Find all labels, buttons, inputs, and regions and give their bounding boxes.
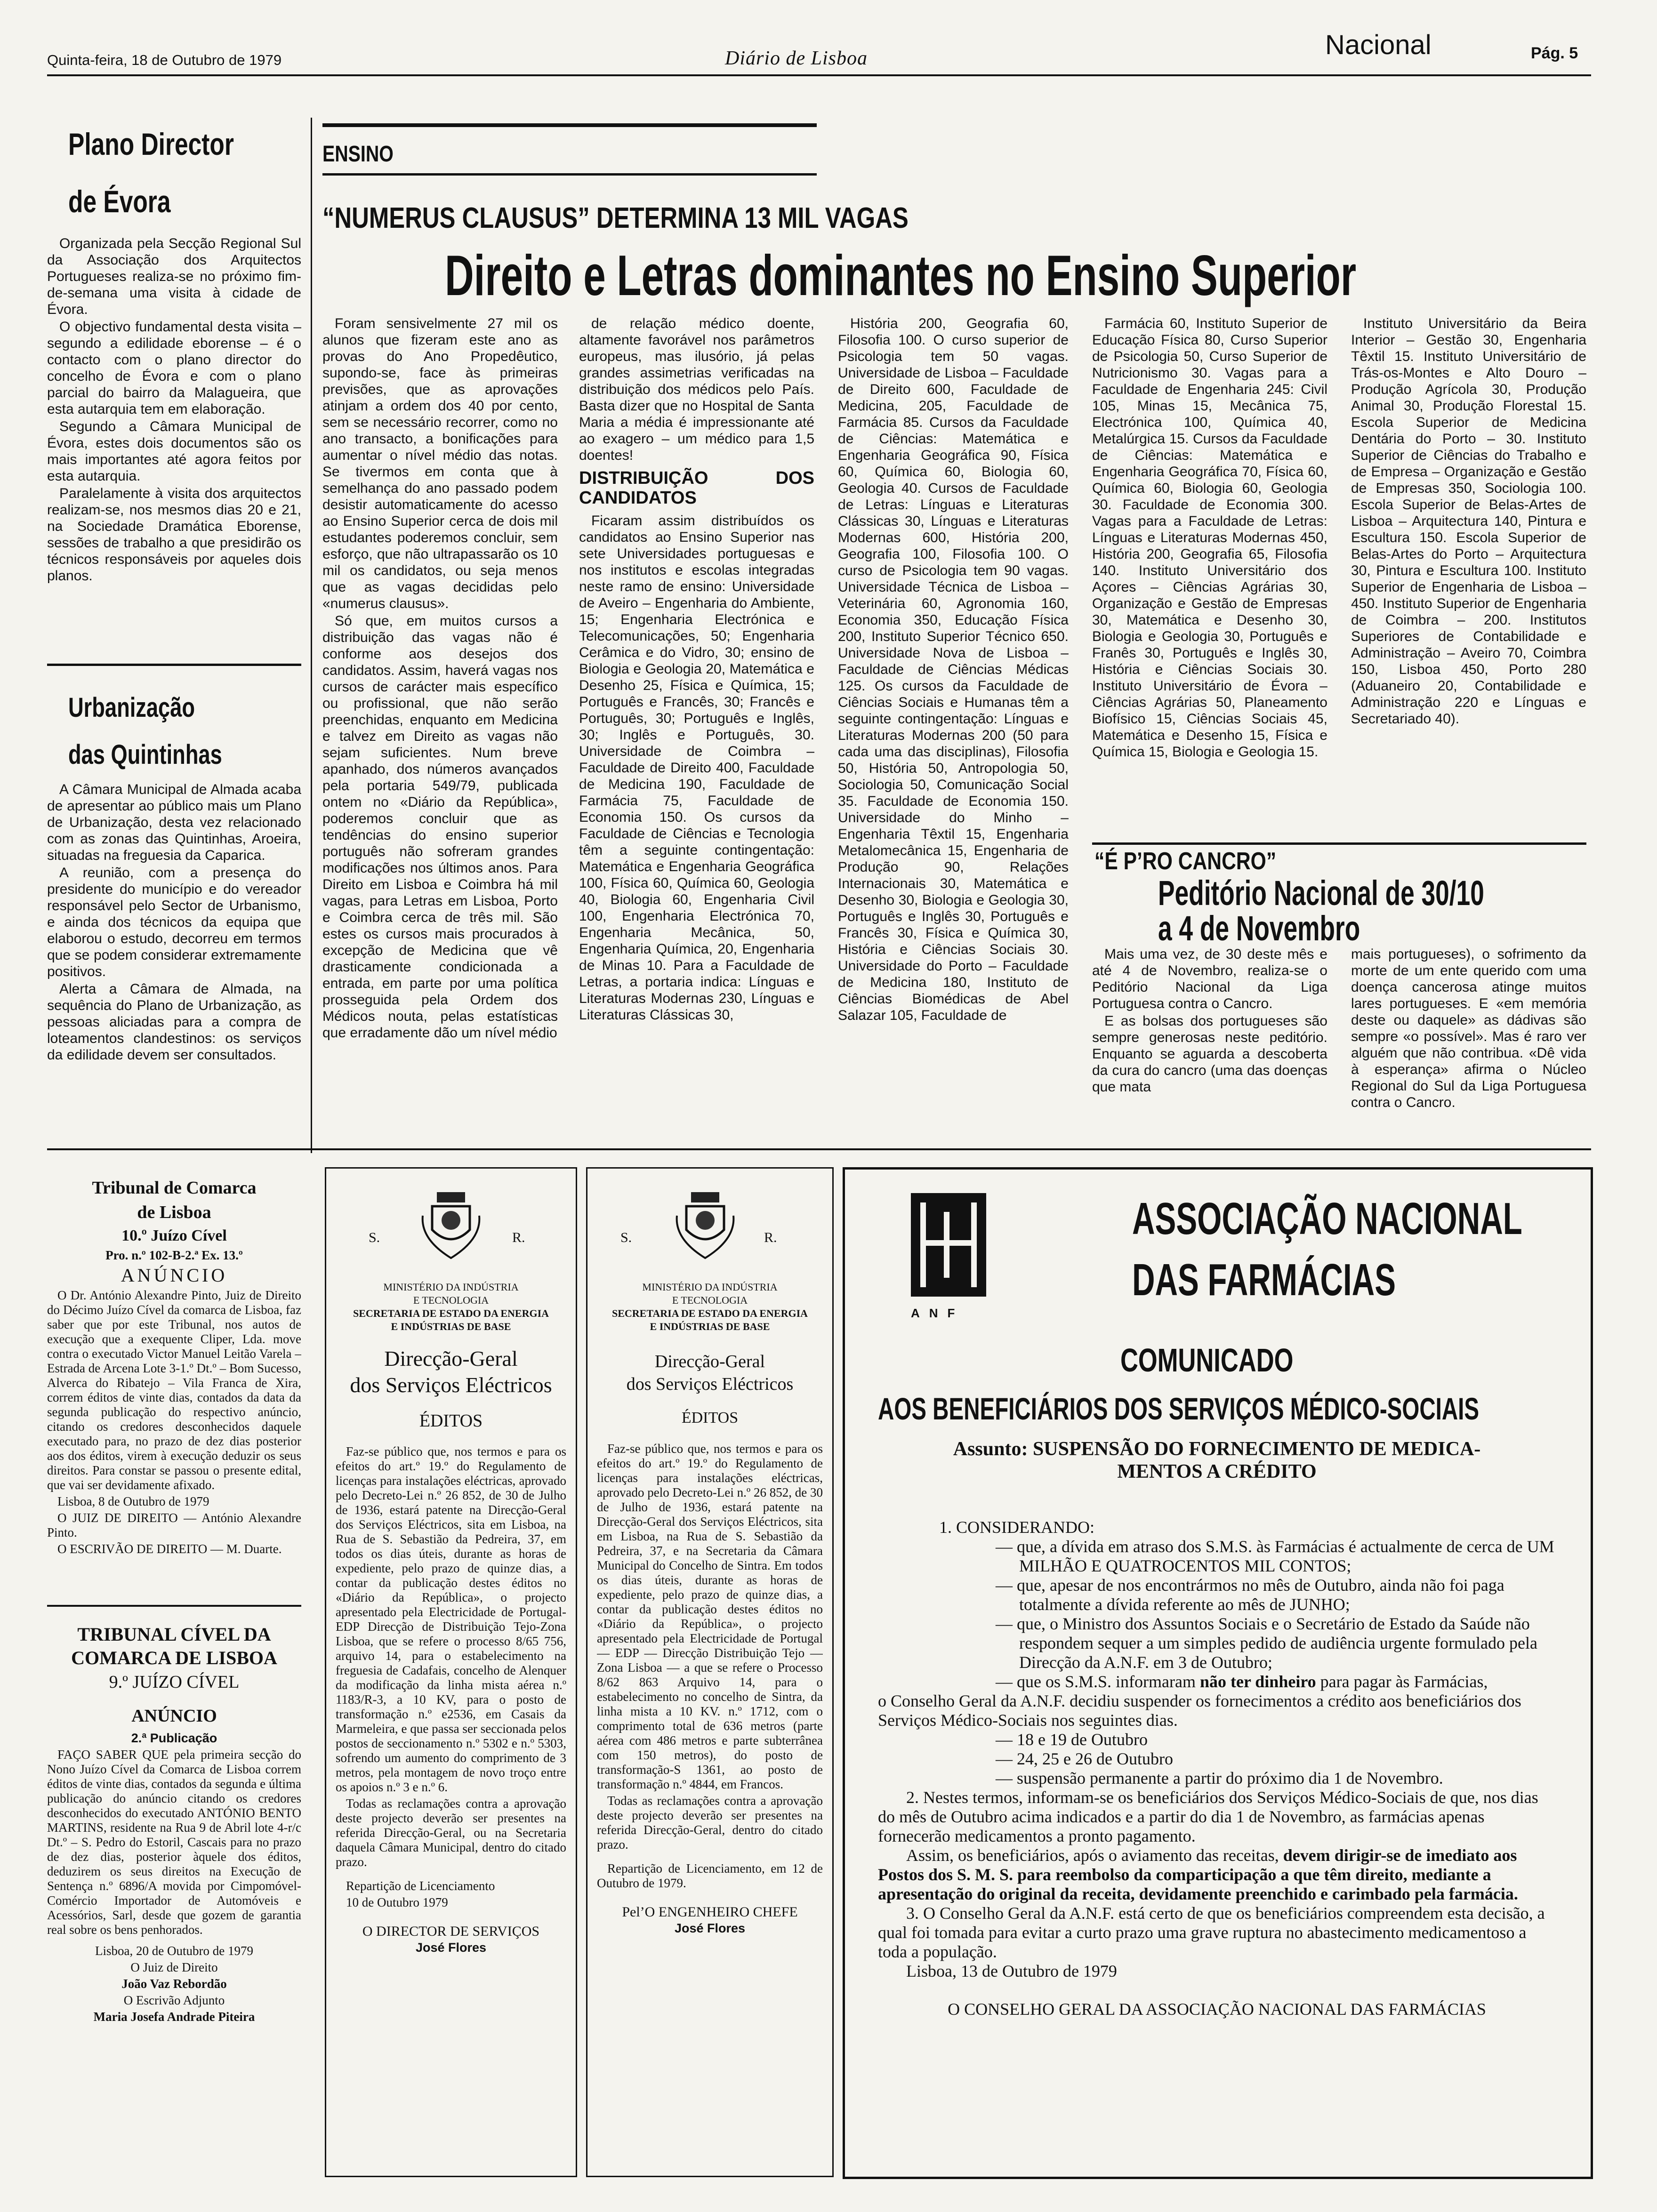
tribunal-1-title: Tribunal de Comarca bbox=[92, 1178, 257, 1198]
dgse-2-secretaria-2: E INDÚSTRIAS DE BASE bbox=[650, 1321, 770, 1332]
anf-considerando: 1. CONSIDERANDO: bbox=[939, 1518, 1095, 1537]
anf-logo-icon bbox=[901, 1184, 996, 1306]
dgse-2-text-2: Todas as reclamações contra a aprovação deste projecto deverão ser presentes na referida Direcção-Geral, dentro do citado prazo. bbox=[597, 1794, 823, 1851]
ensino-col-4 bbox=[1092, 315, 1327, 842]
dgse-2-secretaria: SECRETARIA DE ESTADO DA ENERGIA bbox=[611, 1307, 808, 1319]
tribunal-1-anuncio: ANÚNCIO bbox=[121, 1265, 228, 1286]
anf-para-2b-b: devem dirigir-se de imediato aos Postos dos S. M. S. para reembolso da comparticipação a que têm direito, mediante a apresentação do original da receita, devidamente preenchido e carimbado pela farmácia. bbox=[878, 1846, 1518, 1903]
tribunal-2-juiz-label: O Juiz de Direito bbox=[130, 1960, 218, 1974]
quintinhas-title-1: Urbanização bbox=[68, 692, 195, 723]
ensino-kicker: “NUMERUS CLAUSUS” DETERMINA 13 MIL VAGAS bbox=[322, 202, 909, 234]
evora-article bbox=[47, 235, 301, 668]
cancro-top-rule bbox=[1092, 842, 1586, 845]
quintinhas-para: Alerta a Câmara de Almada, na sequência do Plano de Urbanização, as pessoas aliciadas para a compra de loteamentos clandestinos: os serviços da edilidade devem ser consultados. bbox=[47, 981, 301, 1063]
dgse-1-editos: ÉDITOS bbox=[419, 1411, 483, 1431]
dgse-2-ministry: MINISTÉRIO DA INDÚSTRIA bbox=[642, 1282, 778, 1293]
ensino-para: Só que, em muitos cursos a distribuição das vagas não é conforme aos desejos dos candidatos. Assim, haverá vagas nos cursos de carácter mais específico ou profissional, que não serão preenchidas, enquanto em Medicina e talvez em Direito as vagas não sejam suficientes. Num breve apanhado, dos números avançados pela portaria 549/79, publicada ontem no «Diário da República», poderemos concluir que as tendências do ensino superior português não sofreram grandes modificações nos últimos anos. Para Direito em Lisboa e Coimbra há mil vagas, para Letras em Lisboa, Porto e Coimbra cerca de três mil. São estes os cursos mais procurados à excepção de Medicina que vê drasticamente condicionada a entrada, em parte por uma política prosseguida pela Ordem dos Médicos nouta, pelas estatísticas que erradamente dão um nível médio bbox=[322, 613, 558, 1041]
anf-assunto-line-1: Assunto: SUSPENSÃO DO FORNECIMENTO DE MEDICA- bbox=[953, 1438, 1481, 1460]
tribunal-1-title-2: de Lisboa bbox=[137, 1202, 211, 1222]
cancro-para: Mais uma vez, de 30 deste mês e até 4 de Novembro, realiza-se o Peditório Nacional da Liga Portuguesa contra o Cancro. bbox=[1092, 946, 1327, 1011]
dgse-2-name: José Flores bbox=[674, 1921, 746, 1935]
left-divider bbox=[47, 664, 301, 666]
cancro-kicker: “É P’RO CANCRO” bbox=[1094, 848, 1277, 875]
tribunal-2-juizo: 9.º JUÍZO CÍVEL bbox=[109, 1672, 240, 1692]
anf-para-3: 3. O Conselho Geral da A.N.F. está certo de que os beneficiários compreendem esta decisão, a qual foi tomada para evitar a curto prazo uma grave ruptura no abastecimento medicamentoso a toda a população. bbox=[878, 1904, 1545, 1961]
dgse-2-direccao: Direcção-Geral bbox=[654, 1352, 765, 1371]
ensino-col-1 bbox=[322, 315, 558, 1092]
section-label: Nacional bbox=[1325, 30, 1432, 60]
anf-item-4-c: para pagar às Farmácias, bbox=[1320, 1672, 1488, 1691]
ensino-col-5 bbox=[1351, 315, 1586, 842]
cancro-headline-1: Peditório Nacional de 30/10 bbox=[1158, 874, 1484, 913]
tribunal-1-text: O Dr. António Alexandre Pinto, Juiz de Direito do Décimo Juízo Cível da comarca de Lisboa, faz saber que por este Tribunal, nos autos de execução que a exequente Cliper, Lda. move contra o executado Victor Manuel Leitão Varela – Estrada de Arcena Lote 3-1.º Dt.º – Bom Sucesso, Alverca do Ribatejo – Vila Franca de Xira, correm éditos de vinte dias, contados da data da segunda publicação do respectivo anúncio, citando os credores desconhecidos daquele executado para, no prazo de dez dias posterior aos dos éditos, virem à execução deduzir os seus direitos. Para constar se passou o presente edital, que vai ser devidamente afixado. bbox=[47, 1288, 301, 1492]
dgse-2-direccao-2: dos Serviços Eléctricos bbox=[626, 1374, 794, 1394]
dgse-notice-2 bbox=[586, 1167, 834, 2177]
ensino-subhead: DISTRIBUIÇÃO DOS CANDIDATOS bbox=[579, 468, 814, 508]
anf-assunto-line-2: MENTOS A CRÉDITO bbox=[1117, 1461, 1317, 1483]
tribunal-2-date: Lisboa, 20 de Outubro de 1979 bbox=[95, 1944, 253, 1958]
tribunal-1-juiz: O JUIZ DE DIREITO — António Alexandre Pinto. bbox=[47, 1511, 301, 1539]
dgse-notice-1 bbox=[325, 1167, 577, 2177]
dgse-2-body bbox=[597, 1282, 823, 2166]
tribunal-2-title: TRIBUNAL CÍVEL DA bbox=[77, 1624, 271, 1645]
ensino-para: de relação médico doente, altamente favorável nos parâmetros europeus, mas ilusório, já pelas grandes assimetrias verificadas na distribuição dos médicos pelo País. Basta dizer que no Hospital de Santa Maria a média é impressionante até ao exagero – um médico para 1,5 doentes! bbox=[579, 316, 814, 463]
cancro-para: mais portugueses), o sofrimento da morte de um ente querido com uma doença cancerosa atinge muitos lares portugueses. E «em memória deste ou daquele» as dádivas são sempre «o possível». Mas é raro ver alguém que não contribua. «Dê vida à esperança» afirma o Núcleo Regional do Sul da Liga Portuguesa contra o Cancro. bbox=[1351, 946, 1586, 1110]
anf-item-4-a: — que os S.M.S. informaram bbox=[996, 1672, 1196, 1691]
cancro-headline-2: a 4 de Novembro bbox=[1158, 909, 1360, 948]
ensino-para: História 200, Geografia 60, Filosofia 100. O curso superior de Psicologia tem 50 vagas. Universidade de Lisboa – Faculdade de Direito 600, Faculdade de Medicina, 205, Faculdade de Farmácia 85. Cursos da Faculdade de Ciências: Matemática e Engenharia Geográfica 90, Física 60, Química 60, Biologia 60, Geologia 40. Cursos de Faculdade de Letras: Línguas e Literaturas Clássicas 30, Línguas e Literaturas Modernas 600, História 200, Geografia 100, Filosofia 100. O curso de Psicologia tem 90 vagas. Universidade Técnica de Lisboa – Veterinária 60, Agronomia 160, Economia 350, Educação Física 200, Instituto Superior Técnico 650. Universidade Nova de Lisboa – Faculdade de Ciências Médicas 125. Os cursos da Faculdade de Ciências Sociais e Humanas têm a seguinte contingentação: Línguas e Literaturas Modernas 200 (50 para cada uma das disciplinas), Filosofia 50, História 50, Antropologia 50, Sociologia 50, Comunicação Social 35. Faculdade de Economia 150. Universidade do Minho – Engenharia Têxtil 15, Engenharia Metalomecânica 15, Engenharia de Produção 90, Relações Internacionais 30, Matemática e Desenho 30, Biologia e Geologia 30, Português e Inglês 30, Português e Francês 30, Física e Química 30, História e Ciências Sociais 30. Universidade do Porto – Faculdade de Medicina 180, Instituto de Ciências Biomédicas de Abel Salazar 105, Faculdade de bbox=[838, 316, 1069, 1023]
tribunal-1-proc: Pro. n.º 102-B-2.ª Ex. 13.º bbox=[105, 1248, 243, 1262]
ensino-col-2 bbox=[579, 315, 814, 1092]
anf-item bbox=[878, 1672, 1556, 1691]
evora-title-1: Plano Director bbox=[68, 127, 234, 161]
ensino-label: ENSINO bbox=[322, 142, 394, 167]
quintinhas-title-2: das Quintinhas bbox=[68, 739, 222, 770]
tribunal-2-juiz-name: João Vaz Rebordão bbox=[121, 1977, 227, 1991]
bottom-section-rule bbox=[47, 1148, 1591, 1150]
tribunal-2-notice bbox=[47, 1624, 301, 2188]
tribunal-1-date: Lisboa, 8 de Outubro de 1979 bbox=[57, 1494, 209, 1508]
anf-title-2: DAS FARMÁCIAS bbox=[1132, 1255, 1396, 1305]
anf-date-item: — 24, 25 e 26 de Outubro bbox=[996, 1749, 1173, 1768]
ensino-para: Ficaram assim distribuídos os candidatos ao Ensino Superior nas sete Universidades portuguesas e nos institutos e escolas integradas neste ramo de ensino: Universidade de Aveiro – Engenharia do Ambiente, 15; Engenharia Electrónica e Telecomunicações, 50; Engenharia Cerâmica e do Vidro, 30; ensino de Biologia e Geologia 20, Matemática e Desenho 25, Física e Química, 15; Português e Francês, 30; Francês e Português, 30; Português e Inglês, 30; Inglês e Português, 30. Universidade de Coimbra – Faculdade de Direito 400, Faculdade de Medicina 190, Faculdade de Farmácia 75, Faculdade de Economia 150. Os cursos da Faculdade de Ciências e Tecnologia têm a seguinte contingentação: Matemática e Engenharia Geográfica 100, Física 60, Química 60, Geologia 40, Biologia 60, Engenharia Civil 100, Engenharia Electrónica 70, Engenharia Mecânica, 50, Engenharia Química, 20, Engenharia de Minas 10. Para a Faculdade de Letras, a portaria indica: Línguas e Literaturas Modernas 230, Línguas e Literaturas Clássicas 30, bbox=[579, 513, 814, 1023]
ensino-top-rule bbox=[322, 123, 817, 127]
anf-comunicado: COMUNICADO bbox=[1120, 1342, 1294, 1378]
dgse-1-text: Faz-se público que, nos termos e para os efeitos do art.º 19.º do Regulamento de licenças para instalações eléctricas, aprovado pelo Decreto-Lei n.º 26 852, de 30 de Julho de 1936, estará patente na Direcção-Geral dos Serviços Eléctricos, sita em Lisboa, na Rua de S. Sebastião da Pedreira, 37, em todos os dias úteis, durante as horas de expediente, pelo prazo de quinze dias, a contar da publicação destes éditos no «Diário da República», o projecto apresentado pela Electricidade de Portugal-EDP Direcção de Distribuição Tejo-Zona Lisboa, que se refere o processo 8/65 756, arquivo 14, para o estabelecimento na freguesia de Cadafais, concelho de Alenquer da modificação da linha mista aérea n.º 1183/R-3, a 10 KV, para o posto de transformação n.º e2536, em Casais da Marmeleira, e que passa ser seccionada pelos postos de seccionamento n.º 5302 e n.º 5303, sofrendo um aumento do comprimento de 3 metros, pela montagem de novo troço entre os apoios n.º 3 e n.º 6. bbox=[336, 1444, 566, 1794]
ensino-label-rule bbox=[322, 173, 817, 176]
coat-of-arms-icon bbox=[418, 1187, 484, 1263]
seal-s-label: S. bbox=[369, 1230, 380, 1245]
coat-of-arms-icon bbox=[672, 1187, 738, 1263]
anf-item: — que, a dívida em atraso dos S.M.S. às Farmácias é actualmente de cerca de UM MILHÃO E QUATROCENTOS MIL CONTOS; bbox=[996, 1537, 1554, 1575]
header-date: Quinta-feira, 18 de Outubro de 1979 bbox=[47, 52, 282, 68]
anf-para-2b-a: Assim, os beneficiários, após o aviamento das receitas, bbox=[906, 1846, 1279, 1865]
tribunal-2-escrivao-label: O Escrivão Adjunto bbox=[123, 1993, 225, 2007]
dgse-1-secretaria-2: E INDÚSTRIAS DE BASE bbox=[391, 1321, 511, 1332]
anf-item-4-b: não ter dinheiro bbox=[1199, 1672, 1316, 1691]
dgse-2-signer: Pel’O ENGENHEIRO CHEFE bbox=[622, 1904, 798, 1920]
evora-title-2: de Évora bbox=[68, 184, 171, 219]
quintinhas-para: A Câmara Municipal de Almada acaba de apresentar ao público mais um Plano de Urbanização, desta vez relacionado com as zonas das Quintinhas, Aroeira, situadas na freguesia da Caparica. bbox=[47, 782, 301, 863]
dgse-1-date: 10 de Outubro 1979 bbox=[346, 1895, 448, 1909]
anf-signature: O CONSELHO GERAL DA ASSOCIAÇÃO NACIONAL DAS FARMÁCIAS bbox=[948, 2000, 1486, 2019]
ensino-para: Instituto Universitário da Beira Interior – Gestão 30, Engenharia Têxtil 15. Instituto Universitário de Trás-os-Montes e Alto Douro – Produção Agrícola 30, Produção Animal 30, Produção Florestal 15. Escola Superior de Medicina Dentária do Porto – 30. Instituto Superior de Ciências do Trabalho e de Empresa – Organização e Gestão de Empresas 350, Sociologia 100. Escola Superior de Belas-Artes de Lisboa – Arquitectura 140, Pintura e Escultura 150. Escola Superior de Belas-Artes do Porto – Arquitectura 30, Pintura e Escultura 100. Instituto Superior de Engenharia de Lisboa – 450. Instituto Superior de Engenharia de Coimbra – 200. Institutos Superiores de Contabilidade e Administração – Aveiro 70, Coimbra 150, Lisboa 450, Porto 280 (Aduaneiro 20, Contabilidade e Administração 220 e Línguas e Secretariado 40). bbox=[1351, 316, 1586, 727]
cancro-col-1 bbox=[1092, 946, 1327, 1139]
seal-r-label: R. bbox=[764, 1230, 777, 1245]
tribunal-2-escrivao-name: Maria Josefa Andrade Piteira bbox=[93, 2010, 255, 2024]
tribunal-2-publicacao: 2.ª Publicação bbox=[131, 1731, 217, 1745]
dgse-2-editos: ÉDITOS bbox=[681, 1409, 739, 1427]
tribunal-divider bbox=[47, 1605, 301, 1607]
tribunal-2-title-2: COMARCA DE LISBOA bbox=[71, 1647, 277, 1668]
header-rule bbox=[47, 74, 1591, 76]
dgse-2-text: Faz-se público que, nos termos e para os efeitos do art.º 19.º do Regulamento de licenças para instalações eléctricas, aprovado pelo Decreto-Lei n.º 26 852, de 30 de Julho de 1936, estará patente na Direcção-Geral dos Serviços Eléctricos, sita em Lisboa, na Rua de S. Sebastião da Pedreira, 37, e na Secretaria da Câmara Municipal do Concelho de Sintra. Em todos os dias úteis, durante as horas de expediente, pelo prazo de quinze dias, a contar da publicação destes éditos no «Diário da República», o projecto apresentado pela Electricidade de Portugal — EDP — Direcção Distribuição Tejo — Zona Lisboa — a que se refere o Processo 8/62 863 Arquivo 14, para o estabelecimento no concelho de Sintra, da linha mista a 10 KV. n.º 1712, com o comprimento total de 636 metros (parte aérea com 486 metros e parte subterrânea com 150 metros), do posto de transformação-S 1361, ao posto de transformação n.º 4844, em Francos. bbox=[597, 1442, 823, 1791]
column-separator bbox=[311, 118, 312, 1153]
seal-r-label: R. bbox=[512, 1230, 525, 1245]
evora-para: O objectivo fundamental desta visita – segundo a edilidade eborense – é o contacto com o plano director do concelho de Évora e com o plano parcial do bairro da Malagueira, que esta autarquia tem em elaboração. bbox=[47, 319, 301, 417]
dgse-1-direccao: Direcção-Geral bbox=[384, 1346, 518, 1370]
dgse-2-ministry-2: E TECNOLOGIA bbox=[672, 1294, 748, 1306]
anf-date-item: — 18 e 19 de Outubro bbox=[996, 1730, 1148, 1749]
anf-item: — que, o Ministro dos Assuntos Sociais e o Secretário de Estado da Saúde não respondem sequer a um simples pedido de audiência urgente formulado pela Direcção da A.N.F. em 3 de Outubro; bbox=[996, 1614, 1537, 1672]
ensino-headline: Direito e Letras dominantes no Ensino Superior bbox=[445, 243, 1357, 307]
anf-para-2: 2. Nestes termos, informam-se os beneficiários dos Serviços Médico-Sociais de que, nos dias do mês de Outubro acima indicados e a partir do dia 1 de Novembro, as farmácias apenas fornecerão medicamentos a pronto pagamento. bbox=[878, 1788, 1538, 1845]
evora-para: Organizada pela Secção Regional Sul da Associação dos Arquitectos Portugueses realiza-se no próximo fim-de-semana uma visita à cidade de Évora. bbox=[47, 236, 301, 317]
anf-title-1: ASSOCIAÇÃO NACIONAL bbox=[1132, 1194, 1522, 1244]
quintinhas-article bbox=[47, 781, 301, 1167]
dgse-1-name: José Flores bbox=[415, 1940, 487, 1955]
anf-date-item: — suspensão permanente a partir do próximo dia 1 de Novembro. bbox=[996, 1769, 1443, 1787]
cancro-para: E as bolsas dos portugueses são sempre generosas neste peditório. Enquanto se aguarda a descoberta da cura do cancro (uma das doenças que mata bbox=[1092, 1013, 1327, 1095]
anf-logo-letters: ANF bbox=[911, 1306, 965, 1320]
tribunal-1-juizo: 10.º Juízo Cível bbox=[121, 1227, 227, 1244]
quintinhas-para: A reunião, com a presença do presidente do município e do vereador responsável pelo Sector de Urbanismo, e ainda dos técnicos da equipa que elaborou o estudo, decorreu em termos que se podem considerar extremamente positivos. bbox=[47, 865, 301, 979]
dgse-1-ministry-2: E TECNOLOGIA bbox=[413, 1294, 489, 1306]
tribunal-1-escrivao: O ESCRIVÃO DE DIREITO — M. Duarte. bbox=[57, 1542, 282, 1556]
seal-s-label: S. bbox=[620, 1230, 632, 1245]
evora-para: Segundo a Câmara Municipal de Évora, estes dois documentos são os mais importantes até agora feitos por esta autarquia. bbox=[47, 419, 301, 484]
dgse-1-direccao-2: dos Serviços Eléctricos bbox=[350, 1373, 552, 1397]
evora-para: Paralelamente à visita dos arquitectos realizam-se, nos mesmos dias 20 e 21, na Sociedade Dramática Eborense, sessões de trabalho a que presidirão os técnicos responsáveis por aqueles dois planos. bbox=[47, 486, 301, 584]
ensino-para: Foram sensivelmente 27 mil os alunos que fizeram este ano as provas do Ano Propedêutico, supondo-se, face às primeiras previsões, que as aprovações atinjam a ordem dos 40 por cento, sem se necessário recorrer, como no ano transacto, a bonificações para aumentar o nível médio das notas. Se tivermos em conta que à semelhança do ano passado podem desistir automaticamente do acesso ao Ensino Superior cerca de dois mil estudantes poderemos concluir, sem esforço, que não ultrapassarão os 10 mil os candidatos, ou seja menos que as vagas decididas pelo «numerus clausus». bbox=[322, 316, 558, 611]
anf-item: — que, apesar de nos encontrármos no mês de Outubro, ainda não foi paga totalmente a dívida referente ao mês de JUNHO; bbox=[996, 1576, 1504, 1614]
anf-beneficiarios: AOS BENEFICIÁRIOS DOS SERVIÇOS MÉDICO-SOCIAIS bbox=[878, 1391, 1480, 1426]
tribunal-2-anuncio: ANÚNCIO bbox=[131, 1706, 217, 1726]
anf-para-2b bbox=[878, 1846, 1556, 1904]
dgse-1-signer: O DIRECTOR DE SERVIÇOS bbox=[362, 1923, 540, 1939]
dgse-1-ministry: MINISTÉRIO DA INDÚSTRIA bbox=[383, 1282, 519, 1293]
dgse-1-text-2: Todas as reclamações contra a aprovação deste projecto deverão ser presentes na referida Direcção-Geral, ou na Secretaria daquela Câmara Municipal, dentro do citado prazo. bbox=[336, 1796, 566, 1869]
tribunal-2-text: FAÇO SABER QUE pela primeira secção do Nono Juízo Cível da Comarca de Lisboa correm éditos de vinte dias, contados da segunda e última publicação do anúncio citando os credores desconhecidos do executado ANTÓNIO BENTO MARTINS, residente na Rua 9 de Abril lote 4-r/c Dt.º – S. Pedro do Estoril, Cascais para no prazo de dez dias, posterior àquele dos éditos, deduzirem os seus direitos na Execução de Sentença n.º 6896/A movida por Cimpomóvel-Comércio Importador de Automóveis e Acessórios, Sarl, desde que gozem de garantia real sobre os bens penhorados. bbox=[47, 1747, 301, 1937]
dgse-1-secretaria: SECRETARIA DE ESTADO DA ENERGIA bbox=[353, 1307, 549, 1319]
masthead: Diário de Lisboa bbox=[725, 48, 868, 69]
anf-notice bbox=[843, 1167, 1593, 2179]
ensino-col-3 bbox=[838, 315, 1069, 1092]
dgse-1-body bbox=[336, 1282, 566, 2166]
dgse-2-rep: Repartição de Licenciamento, em 12 de Outubro de 1979. bbox=[597, 1861, 823, 1890]
cancro-col-2 bbox=[1351, 946, 1586, 1139]
dgse-1-rep: Repartição de Licenciamento bbox=[346, 1879, 495, 1893]
anf-conselho: o Conselho Geral da A.N.F. decidiu suspender os fornecimentos a crédito aos beneficiários dos Serviços Médico-Sociais nos seguintes dias. bbox=[878, 1691, 1521, 1730]
ensino-para: Farmácia 60, Instituto Superior de Educação Física 80, Curso Superior de Psicologia 50, Curso Superior de Nutricionismo 30. Vagas para a Faculdade de Engenharia 245: Civil 105, Minas 15, Mecânica 75, Electrónica 100, Química 40, Metalúrgica 15. Cursos da Faculdade de Ciências: Matemática e Engenharia Geográfica 70, Física 60, Química 60, Biologia 60, Geologia 30. Faculdade de Economia 300. Vagas para a Faculdade de Letras: Línguas e Literaturas Modernas 450, História 200, Geografia 65, Filosofia 140. Instituto Universitário dos Açores – Ciências Agrárias 30, Organização e Gestão de Empresas 30, Matemática e Desenho 30, Biologia e Geologia 30, Português e Franês 30, Português e Inglês 30, História e Ciências Sociais 30. Instituto Universitário de Évora – Ciências Agrárias 50, Planeamento Biofísico 15, Ciências Sociais 45, Matemática e Desenho 15, Física e Química 15, Biologia e Geologia 15. bbox=[1092, 316, 1327, 760]
page-number: Pág. 5 bbox=[1531, 44, 1578, 62]
anf-date: Lisboa, 13 de Outubro de 1979 bbox=[906, 1962, 1117, 1980]
anf-assunto bbox=[892, 1438, 1542, 1483]
anf-body bbox=[878, 1518, 1556, 2167]
